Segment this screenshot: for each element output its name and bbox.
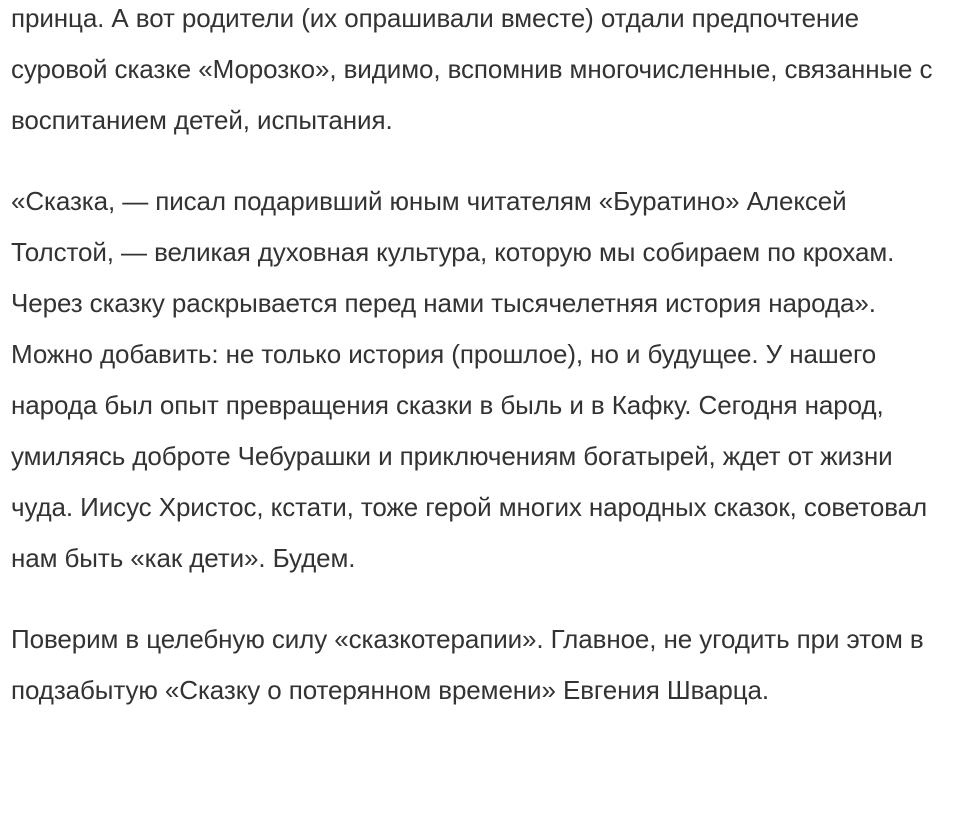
article-paragraph: Поверим в целебную силу «сказкотерапии». Главное, не угодить при этом в подзабытую «Сказку о потерянном времени» Евгения Шварца. xyxy=(11,624,924,705)
article-paragraph: «Сказка, — писал подаривший юным читателям «Буратино» Алексей Толстой, — великая духовная культура, которую мы собираем по крохам. Через сказку раскрывается перед нами тысячелетняя история народа». Можно добавить: не только история (прошлое), но и будущее. У нашего народа был опыт превращения сказки в быль и в Кафку. Сегодня народ, умиляясь доброте Чебурашки и приключениям богатырей, ждет от жизни чуда. Иисус Христос, кстати, тоже герой многих народных сказок, советовал нам быть «как дети». Будем. xyxy=(11,186,928,573)
article-paragraph: принца. А вот родители (их опрашивали вместе) отдали предпочтение суровой сказке «Морозко», видимо, вспомнив многочисленные, связанные с воспитанием детей, испытания. xyxy=(11,3,933,135)
article-body xyxy=(11,0,951,716)
